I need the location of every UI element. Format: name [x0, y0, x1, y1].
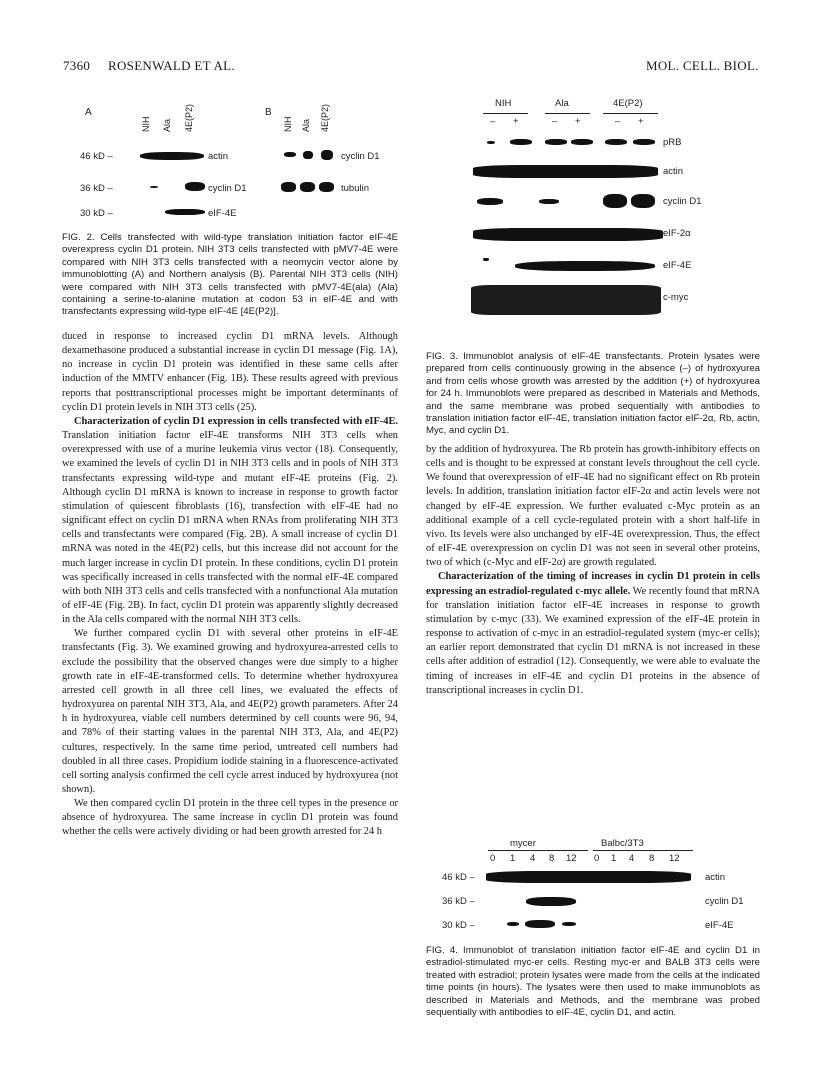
fig3-prb-band [571, 139, 593, 145]
fig4-actin-band [486, 871, 691, 883]
fig3-sign: – [615, 116, 621, 127]
fig3-group-label: NIH [495, 98, 512, 109]
fig2-band-label: actin [208, 151, 229, 162]
fig4-band-label: eIF-4E [705, 920, 734, 931]
fig3-band-label: pRB [663, 137, 682, 148]
fig2-lane-label: NIH [283, 116, 293, 132]
paragraph: We further compared cyclin D1 with several other proteins in eIF-4E transfectants (Fig. 3). We examined growing and hydroxyurea-arrested cells to exclude the possibility that the observed changes were due simply to a higher growth rate in eIF-4E-transformed cells. To determine whether hydroxyurea arrested cell growth in all three cell lines, we evaluated the effects of hydroxyurea on parental NIH 3T3, Ala, and 4E(P2) growth parameters. After 24 h in hydroxyurea, viable cell numbers determined by cell counts were 96, 94, and 78% of their starting values in the parental NIH 3T3, Ala, and 4E(P2) cultures, respectively. In the same time period, untreated cell numbers had doubled in all three cases. Propidium iodide staining in a fluorescence-activated cell sorting analysis confirmed the cell cycle arrest induced by hydroxyurea (not shown). [62, 628, 398, 795]
fig3-prb-band [545, 139, 567, 145]
fig3-sign: + [513, 116, 519, 127]
fig2-cyclin-band-4e [185, 182, 205, 191]
fig4-caption: FIG. 4. Immunoblot of translation initiation factor eIF-4E and cyclin D1 in estradiol-stimulated myc-er cells. Resting myc-er and BALB 3T3 cells were treated with estradiol; protein lysates were made from the cells at the indicated time points (in hours). The lysates were then used to make immunoblots as described in Materials and Methods, and the membrane was probed sequentially with antibodies to eIF-4E, cyclin D1, and actin. [426, 945, 760, 1019]
fig4-timepoint: 8 [549, 853, 555, 864]
fig3-prb-band [605, 139, 627, 145]
fig4-size-marker: 36 kD – [442, 896, 475, 907]
fig3-sign: + [575, 116, 581, 127]
figure-3 [455, 92, 755, 342]
fig4-cyclin-band [526, 897, 576, 906]
fig2-band-label: tubulin [341, 183, 369, 194]
fig3-prb-band [487, 141, 495, 144]
section-heading: Characterization of cyclin D1 expression in cells transfected with eIF-4E. [74, 415, 398, 427]
fig2-size-marker: 30 kD – [80, 208, 113, 219]
fig3-eif4e-band [515, 261, 655, 271]
fig3-prb-band [510, 139, 532, 145]
fig2-size-marker: 46 kD – [80, 151, 113, 162]
fig4-timepoint: 4 [530, 853, 536, 864]
paragraph: duced in response to increased cyclin D1 mRNA levels. Although dexamethasone produced a substantial increase in cyclin D1 message (Fig. 1A), no increase in cyclin D1 protein was identified in these same cells after induction of the MMTV enhancer (Fig. 1B). These results agreed with previous reports that posttranscriptional processes might be important determinants of cyclin D1 protein levels in NIH 3T3 cells (25). [62, 331, 398, 413]
fig4-eif4e-band [507, 922, 519, 926]
fig4-eif4e-band [525, 920, 555, 928]
fig4-timepoint: 1 [611, 853, 617, 864]
fig4-eif4e-band [562, 922, 576, 926]
fig3-caption: FIG. 3. Immunoblot analysis of eIF-4E transfectants. Protein lysates were prepared from cells continuously growing in the absence (–) of hydroxyurea and from cells whose growth was arrested by the addition (+) of hydroxyurea for 24 h. Immunoblots were prepared as described in Materials and Methods, and the same membrane was probed sequentially with antibodies to translation initiation factor eIF-4E, translation initiation factor eIF-2α, Rb, actin, Myc, and cyclin D1. [426, 351, 760, 437]
fig2b-cyclin-band [321, 150, 333, 160]
fig3-sign: + [638, 116, 644, 127]
fig4-band-label: actin [705, 872, 726, 883]
fig4-size-marker: 30 kD – [442, 920, 475, 931]
fig3-cyclin-band [539, 199, 559, 204]
fig2-band-label: eIF-4E [208, 208, 237, 219]
fig2-panel-a-label: A [85, 107, 92, 118]
fig2-eif4e-band [165, 209, 205, 215]
fig4-size-marker: 46 kD – [442, 872, 475, 883]
fig2b-tubulin-band [281, 182, 296, 192]
fig2-band-label: cyclin D1 [341, 151, 380, 162]
fig2-size-marker: 36 kD – [80, 183, 113, 194]
fig2-actin-band [140, 152, 204, 160]
figure-2 [60, 95, 400, 225]
fig3-sign: – [490, 116, 496, 127]
fig3-band-label: actin [663, 166, 684, 177]
fig4-timepoint: 0 [490, 853, 496, 864]
fig4-timepoint: 4 [629, 853, 635, 864]
fig2-lane-label: 4E(P2) [320, 103, 330, 132]
fig3-eif4e-band [483, 258, 489, 261]
fig4-timepoint: 8 [649, 853, 655, 864]
paragraph [62, 415, 398, 627]
fig3-group-label: 4E(P2) [613, 98, 643, 109]
fig4-group-label: mycer [510, 838, 536, 849]
fig3-cyclin-band [477, 198, 503, 205]
fig2-lane-label: NIH [141, 116, 151, 132]
fig2-lane-label: Ala [162, 118, 172, 132]
paragraph-text: We recently found that mRNA for translation initiation factor eIF-4E increases in response to growth stimulation by c-myc (33). We examined expression of the eIF-4E protein in response to activation of c-myc in an estradiol-regulated system (myc-er cells); an earlier report demonstrated that cyclin D1 mRNA is not increased in these cells after addition of estradiol (12). Consequently, we were able to evaluate the timing of increases in eIF-4E and cyclin D1 proteins in the absence of transcriptional increases in cyclin D1. [426, 585, 760, 696]
fig3-band-label: eIF-2α [663, 228, 691, 239]
fig2b-tubulin-band [319, 182, 334, 192]
fig3-cmyc-band [471, 285, 661, 315]
fig3-group-label: Ala [555, 98, 569, 109]
left-column [62, 330, 398, 840]
fig2-panel-b-label: B [265, 107, 272, 118]
figure-4 [426, 838, 760, 916]
running-authors: ROSENWALD ET AL. [108, 58, 235, 73]
fig2b-cyclin-band [284, 152, 296, 157]
fig4-timepoint: 12 [566, 853, 577, 864]
fig2-lane-label: Ala [301, 118, 311, 132]
fig2-band-label: cyclin D1 [208, 183, 247, 194]
fig4-timepoint: 0 [594, 853, 600, 864]
paragraph [426, 570, 760, 697]
fig3-band-label: c-myc [663, 292, 689, 303]
paragraph-text: Translation initiation factor eIF-4E transforms NIH 3T3 cells when overexpressed with use of a murine leukemia virus vector (18). Consequently, we examined the levels of cyclin D1 in NIH 3T3 cells and in pools of NIH 3T3 transfectants expressing wild-type and mutant eIF-4E proteins (Fig. 2). Although cyclin D1 mRNA is known to increase in response to growth factor stimulation of quiescent fibroblasts (16), transfection with eIF-4E had no significant effect on cyclin D1 mRNA when RNAs from proliferating NIH 3T3 cells and transfectants were compared (Fig. 2B). A small increase of cyclin D1 mRNA was noted in the 4E(P2) cells, but this increase did not account for the much larger increase in cyclin D1 protein. In these conditions, cyclin D1 protein was specifically increased in cells transfected with the normal eIF-4E compared with both NIH 3T3 cells and cells transfected with a nonfunctional Ala mutation of eIF-4E (Fig. 2B). In fact, cyclin D1 protein was apparently slightly decreased in the Ala cells compared with the normal NIH 3T3 cells. [62, 430, 398, 626]
right-column [426, 443, 760, 698]
fig3-band-label: cyclin D1 [663, 196, 702, 207]
fig3-cyclin-band [603, 194, 627, 208]
fig2-caption: FIG. 2. Cells transfected with wild-type translation initiation factor eIF-4E overexpress cyclin D1 protein. NIH 3T3 cells transfected with pMV7-4E were compared with NIH 3T3 cells transfected with a neomycin vector alone by immunoblotting (A) and Northern analysis (B). Parental NIH 3T3 cells (NIH) were compared with NIH 3T3 cells transfected with pMV7-4E(ala) (Ala) containing a serine-to-alanine mutation at codon 53 in eIF-4E and with transfectants expressing wild-type eIF-4E [4E(P2)]. [62, 232, 398, 318]
page-number: 7360 [63, 58, 91, 73]
fig2b-cyclin-band [303, 151, 313, 159]
fig2-cyclin-band-nih [150, 186, 158, 188]
fig3-prb-band [633, 139, 655, 145]
fig4-timepoint: 1 [510, 853, 516, 864]
fig3-cyclin-band [631, 194, 655, 208]
section-heading: Characterization of the timing of increases in cyclin D1 protein in cells expressing an estradiol-regulated c-myc allele. [426, 571, 760, 597]
fig3-eif2a-band [473, 228, 663, 241]
fig2b-tubulin-band [300, 182, 315, 192]
journal-name: MOL. CELL. BIOL. [646, 58, 759, 73]
fig3-band-label: eIF-4E [663, 260, 692, 271]
fig4-group-label: Balbc/3T3 [601, 838, 644, 849]
fig3-sign: – [552, 116, 558, 127]
paragraph: by the addition of hydroxyurea. The Rb protein has growth-inhibitory effects on cells and is thought to be expressed at constant levels throughout the cell cycle. We found that overexpression of eIF-4E had no significant effect on Rb protein levels. In addition, translation initiation factor eIF-2α and actin levels were not changed by eIF-4E expression. We further evaluated c-Myc protein as an additional example of a cell cycle-regulated protein with a short half-life in vivo. Its levels were also unchanged by eIF-4E overexpression. Thus, the effect of eIF-4E overexpression on cyclin D1 was not seen in several other proteins, two of which (c-Myc and eIF-2α) are growth regulated. [426, 444, 760, 569]
paragraph: We then compared cyclin D1 protein in the three cell types in the presence or absence of hydroxyurea. The same increase in cyclin D1 protein was found whether the cells were actively dividing or had been growth arrested for 24 h [62, 798, 398, 838]
fig3-actin-band [473, 165, 658, 178]
fig4-band-label: cyclin D1 [705, 896, 744, 907]
fig2-lane-label: 4E(P2) [184, 103, 194, 132]
fig4-timepoint: 12 [669, 853, 680, 864]
